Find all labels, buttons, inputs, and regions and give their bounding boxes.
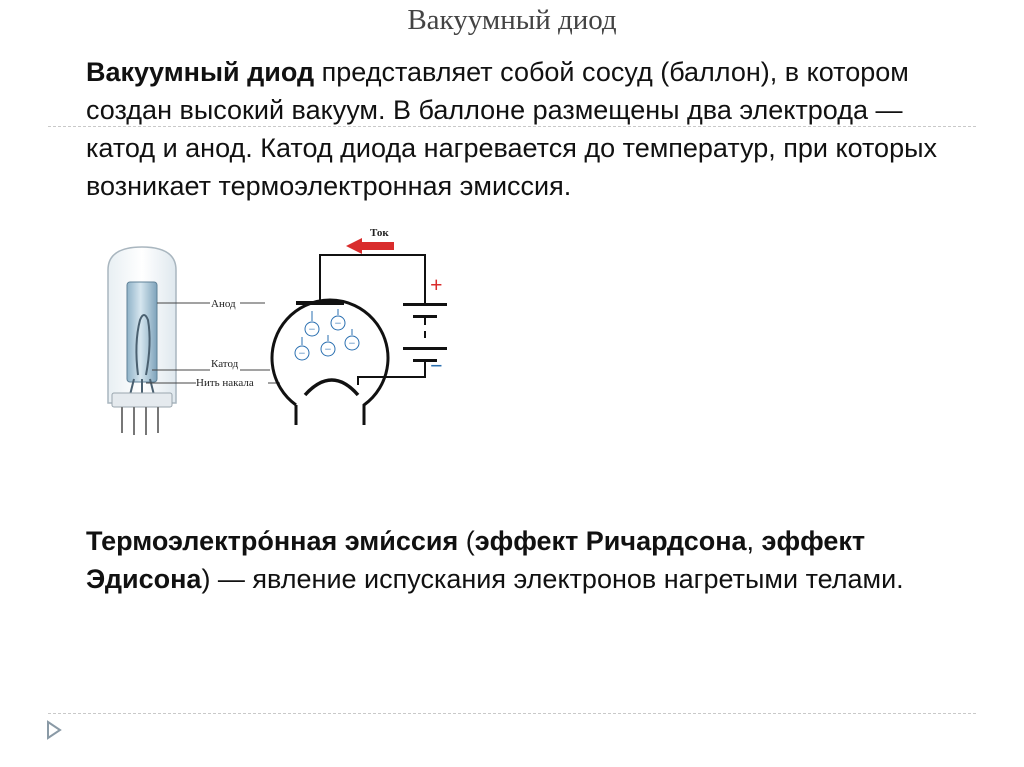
definition-comma: , (746, 526, 762, 556)
intro-paragraph (86, 53, 966, 205)
intro-text: представляет собой сосуд (баллон), в котором создан высокий вакуум. В баллоне размещены два электрода — катод и анод. Катод диода нагревается до температур, при которых возникает термоэлектронная эмиссия. (86, 57, 937, 201)
definition-term-richardson: эффект Ричардсона (474, 526, 747, 556)
definition-text: ) — явление испускания электронов нагретыми телами. (201, 564, 904, 594)
definition-term: Термоэлектро́нная эми́ссия (86, 526, 459, 556)
electron: − (308, 322, 316, 336)
definition-paragraph (86, 522, 966, 598)
current-arrow-icon (346, 238, 394, 254)
electron: − (324, 342, 332, 356)
definition-paren: ( (458, 526, 475, 556)
label-filament: Нить накала (196, 377, 254, 389)
label-cathode: Катод (211, 358, 239, 370)
vacuum-diode-diagram (100, 225, 460, 440)
slide-title: Вакуумный диод (407, 4, 617, 36)
tube-illustration (108, 247, 176, 435)
electron: − (298, 346, 306, 360)
electron: − (348, 336, 356, 350)
electron: − (334, 316, 342, 330)
diode-schematic (272, 227, 447, 425)
minus-sign: − (430, 353, 443, 378)
intro-term: Вакуумный диод (86, 57, 315, 87)
plus-sign: + (430, 272, 443, 297)
definition-term-edison: эффект Эдисона (86, 526, 866, 594)
label-current: Ток (370, 227, 389, 239)
divider-bottom (48, 713, 976, 714)
label-anode: Анод (211, 298, 236, 310)
play-triangle-icon (46, 720, 62, 740)
